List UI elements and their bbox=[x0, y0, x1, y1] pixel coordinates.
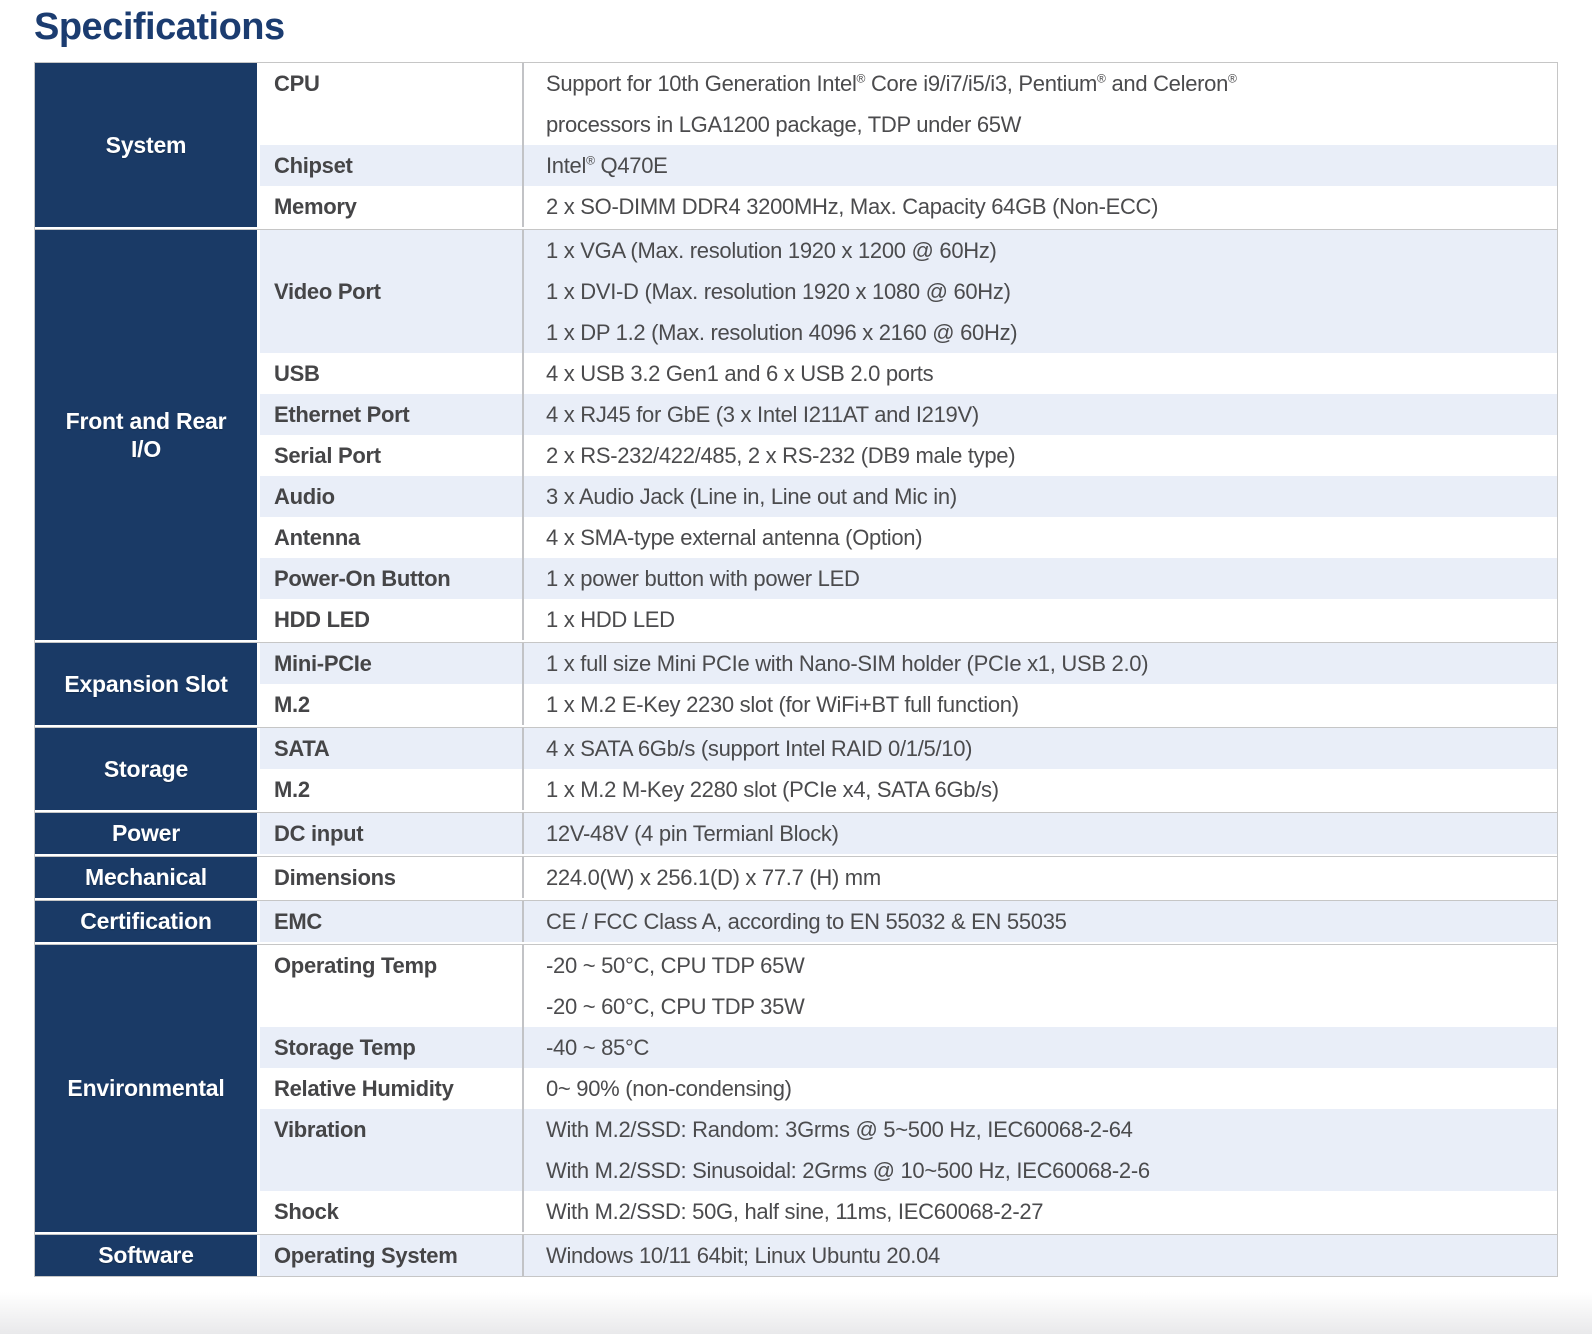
category-cell bbox=[35, 945, 260, 1232]
spec-row bbox=[260, 643, 1557, 684]
spec-row bbox=[260, 353, 1557, 394]
section-certification bbox=[35, 900, 1557, 942]
category-label: I/O bbox=[130, 436, 162, 462]
section-rows bbox=[260, 813, 1557, 854]
spec-value-line: 1 x HDD LED bbox=[546, 607, 675, 632]
spec-row-label: Antenna bbox=[274, 525, 360, 550]
spec-row bbox=[260, 1068, 1557, 1109]
category-cell bbox=[35, 857, 260, 898]
spec-row-value bbox=[522, 684, 1557, 725]
category-cell bbox=[35, 728, 260, 810]
spec-row bbox=[260, 230, 1557, 353]
section-expansion-slot bbox=[35, 642, 1557, 725]
spec-row-value bbox=[522, 186, 1557, 227]
spec-row-label: Operating Temp bbox=[274, 953, 437, 978]
spec-value-line: 4 x SMA-type external antenna (Option) bbox=[546, 525, 923, 550]
category-cell bbox=[35, 813, 260, 854]
spec-row-value bbox=[522, 394, 1557, 435]
spec-row-value bbox=[522, 643, 1557, 684]
section-rows bbox=[260, 1235, 1557, 1276]
spec-row bbox=[260, 435, 1557, 476]
spec-row bbox=[260, 145, 1557, 186]
section-rows bbox=[260, 63, 1557, 227]
section-rows bbox=[260, 857, 1557, 898]
spec-value-line: 2 x SO-DIMM DDR4 3200MHz, Max. Capacity 64GB (Non-ECC) bbox=[546, 194, 1159, 219]
category-label: Expansion Slot bbox=[64, 670, 228, 697]
spec-row-label: Mini-PCIe bbox=[274, 651, 372, 676]
category-cell bbox=[35, 643, 260, 725]
spec-row-value bbox=[522, 63, 1557, 145]
category-label: Power bbox=[111, 820, 181, 847]
spec-row bbox=[260, 684, 1557, 725]
spec-value-line: 224.0(W) x 256.1(D) x 77.7 (H) mm bbox=[546, 865, 881, 890]
spec-row-label: Memory bbox=[274, 194, 357, 219]
spec-row-value bbox=[522, 945, 1557, 1027]
spec-row bbox=[260, 63, 1557, 145]
spec-row bbox=[260, 901, 1557, 942]
spec-row bbox=[260, 857, 1557, 898]
section-rows bbox=[260, 230, 1557, 640]
spec-value-line: 0~ 90% (non-condensing) bbox=[546, 1076, 792, 1101]
spec-value-line: 1 x VGA (Max. resolution 1920 x 1200 @ 60Hz) bbox=[546, 238, 997, 263]
spec-value-line: Windows 10/11 64bit; Linux Ubuntu 20.04 bbox=[546, 1243, 940, 1268]
spec-row-value bbox=[522, 558, 1557, 599]
spec-value-line: With M.2/SSD: 50G, half sine, 11ms, IEC60068-2-27 bbox=[546, 1199, 1044, 1224]
spec-value-line: CE / FCC Class A, according to EN 55032 & EN 55035 bbox=[546, 909, 1067, 934]
category-cell bbox=[35, 1235, 260, 1276]
spec-row-value bbox=[522, 435, 1557, 476]
spec-value-line: -20 ~ 50°C, CPU TDP 65W bbox=[546, 953, 805, 978]
spec-row bbox=[260, 186, 1557, 227]
spec-row-label: Power-On Button bbox=[274, 566, 451, 591]
spec-row-value bbox=[522, 813, 1557, 854]
spec-row-label: Operating System bbox=[274, 1243, 458, 1268]
category-label: Software bbox=[98, 1242, 194, 1269]
spec-row-label: Dimensions bbox=[274, 865, 396, 890]
spec-row bbox=[260, 558, 1557, 599]
spec-row-label: Relative Humidity bbox=[274, 1076, 454, 1101]
spec-row-value bbox=[522, 145, 1557, 186]
spec-value-line: 4 x SATA 6Gb/s (support Intel RAID 0/1/5/10) bbox=[546, 736, 973, 761]
spec-value-line: 4 x RJ45 for GbE (3 x Intel I211AT and I219V) bbox=[546, 402, 979, 427]
spec-row-value bbox=[522, 769, 1557, 810]
spec-row-label: Audio bbox=[274, 484, 335, 509]
section-rows bbox=[260, 728, 1557, 810]
section-mechanical bbox=[35, 856, 1557, 898]
spec-row-value bbox=[522, 353, 1557, 394]
spec-row-value bbox=[522, 901, 1557, 942]
spec-value-line: processors in LGA1200 package, TDP under 65W bbox=[546, 112, 1022, 137]
spec-row bbox=[260, 1027, 1557, 1068]
category-label: Environmental bbox=[67, 1075, 225, 1102]
spec-row-value bbox=[522, 1191, 1557, 1232]
spec-value-line: With M.2/SSD: Sinusoidal: 2Grms @ 10~500 Hz, IEC60068-2-6 bbox=[546, 1158, 1150, 1183]
spec-row-label: M.2 bbox=[274, 777, 310, 802]
spec-row-value bbox=[522, 599, 1557, 640]
spec-value-line: 4 x USB 3.2 Gen1 and 6 x USB 2.0 ports bbox=[546, 361, 934, 386]
spec-value-line: 2 x RS-232/422/485, 2 x RS-232 (DB9 male type) bbox=[546, 443, 1016, 468]
section-storage bbox=[35, 727, 1557, 810]
spec-row bbox=[260, 476, 1557, 517]
section-software bbox=[35, 1234, 1557, 1276]
spec-row bbox=[260, 945, 1557, 1027]
section-front-and-rear-i-o bbox=[35, 229, 1557, 640]
spec-row-label: CPU bbox=[274, 71, 320, 96]
spec-value-line: -20 ~ 60°C, CPU TDP 35W bbox=[546, 994, 805, 1019]
spec-row-label: Chipset bbox=[274, 153, 353, 178]
spec-row-label: Video Port bbox=[274, 279, 381, 304]
spec-value-line: Support for 10th Generation Intel® Core i9/i7/i5/i3, Pentium® and Celeron® bbox=[546, 71, 1237, 96]
category-cell bbox=[35, 63, 260, 227]
specifications-table bbox=[34, 62, 1558, 1277]
spec-row-value bbox=[522, 857, 1557, 898]
spec-row bbox=[260, 1235, 1557, 1276]
registered-mark: ® bbox=[1228, 71, 1237, 86]
spec-value-line: With M.2/SSD: Random: 3Grms @ 5~500 Hz, IEC60068-2-64 bbox=[546, 1117, 1133, 1142]
spec-row bbox=[260, 769, 1557, 810]
spec-row-label: M.2 bbox=[274, 692, 310, 717]
spec-row-value bbox=[522, 1027, 1557, 1068]
spec-row bbox=[260, 394, 1557, 435]
spec-row-value bbox=[522, 230, 1557, 353]
section-power bbox=[35, 812, 1557, 854]
spec-row-label: Ethernet Port bbox=[274, 402, 410, 427]
spec-row bbox=[260, 728, 1557, 769]
spec-value-line: 1 x DVI-D (Max. resolution 1920 x 1080 @ 60Hz) bbox=[546, 279, 1011, 304]
spec-value-line: 1 x power button with power LED bbox=[546, 566, 860, 591]
section-rows bbox=[260, 643, 1557, 725]
spec-row bbox=[260, 813, 1557, 854]
registered-mark: ® bbox=[856, 71, 866, 86]
spec-row-label: Vibration bbox=[274, 1117, 367, 1142]
spec-row-label: Storage Temp bbox=[274, 1035, 416, 1060]
spec-row-label: USB bbox=[274, 361, 320, 386]
page-title: Specifications bbox=[34, 6, 285, 48]
spec-row-value bbox=[522, 1235, 1557, 1276]
spec-value-line: 1 x full size Mini PCIe with Nano-SIM holder (PCIe x1, USB 2.0) bbox=[546, 651, 1149, 676]
spec-row-value bbox=[522, 517, 1557, 558]
spec-row bbox=[260, 1191, 1557, 1232]
spec-row bbox=[260, 517, 1557, 558]
spec-row-value bbox=[522, 728, 1557, 769]
category-label: Storage bbox=[103, 755, 189, 782]
category-label: Mechanical bbox=[85, 864, 207, 891]
spec-row-value bbox=[522, 1068, 1557, 1109]
spec-value-line: 3 x Audio Jack (Line in, Line out and Mic in) bbox=[546, 484, 957, 509]
spec-value-line: 1 x M.2 M-Key 2280 slot (PCIe x4, SATA 6Gb/s) bbox=[546, 777, 999, 802]
category-label: Certification bbox=[80, 908, 212, 935]
spec-value-line: 1 x DP 1.2 (Max. resolution 4096 x 2160 @ 60Hz) bbox=[546, 320, 1018, 345]
category-label: System bbox=[105, 131, 187, 158]
section-system bbox=[35, 63, 1557, 227]
spec-row bbox=[260, 1109, 1557, 1191]
spec-row-label: EMC bbox=[274, 909, 322, 934]
category-label: Front and Rear bbox=[65, 407, 227, 434]
registered-mark: ® bbox=[1097, 71, 1106, 86]
section-rows bbox=[260, 945, 1557, 1232]
spec-row-label: Serial Port bbox=[274, 443, 381, 468]
spec-row-label: DC input bbox=[274, 821, 364, 846]
spec-row bbox=[260, 599, 1557, 640]
category-cell bbox=[35, 901, 260, 942]
spec-value-line: -40 ~ 85°C bbox=[546, 1035, 650, 1060]
spec-row-label: SATA bbox=[274, 736, 330, 761]
section-environmental bbox=[35, 944, 1557, 1232]
spec-row-value bbox=[522, 1109, 1557, 1191]
spec-value-line: Intel® Q470E bbox=[546, 153, 668, 178]
spec-value-line: 1 x M.2 E-Key 2230 slot (for WiFi+BT full function) bbox=[546, 692, 1019, 717]
section-rows bbox=[260, 901, 1557, 942]
spec-row-label: Shock bbox=[274, 1199, 339, 1224]
spec-row-value bbox=[522, 476, 1557, 517]
spec-row-label: HDD LED bbox=[274, 607, 370, 632]
registered-mark: ® bbox=[586, 153, 595, 168]
datasheet-page bbox=[0, 6, 1592, 1334]
category-cell bbox=[35, 230, 260, 640]
spec-value-line: 12V-48V (4 pin Termianl Block) bbox=[546, 821, 839, 846]
